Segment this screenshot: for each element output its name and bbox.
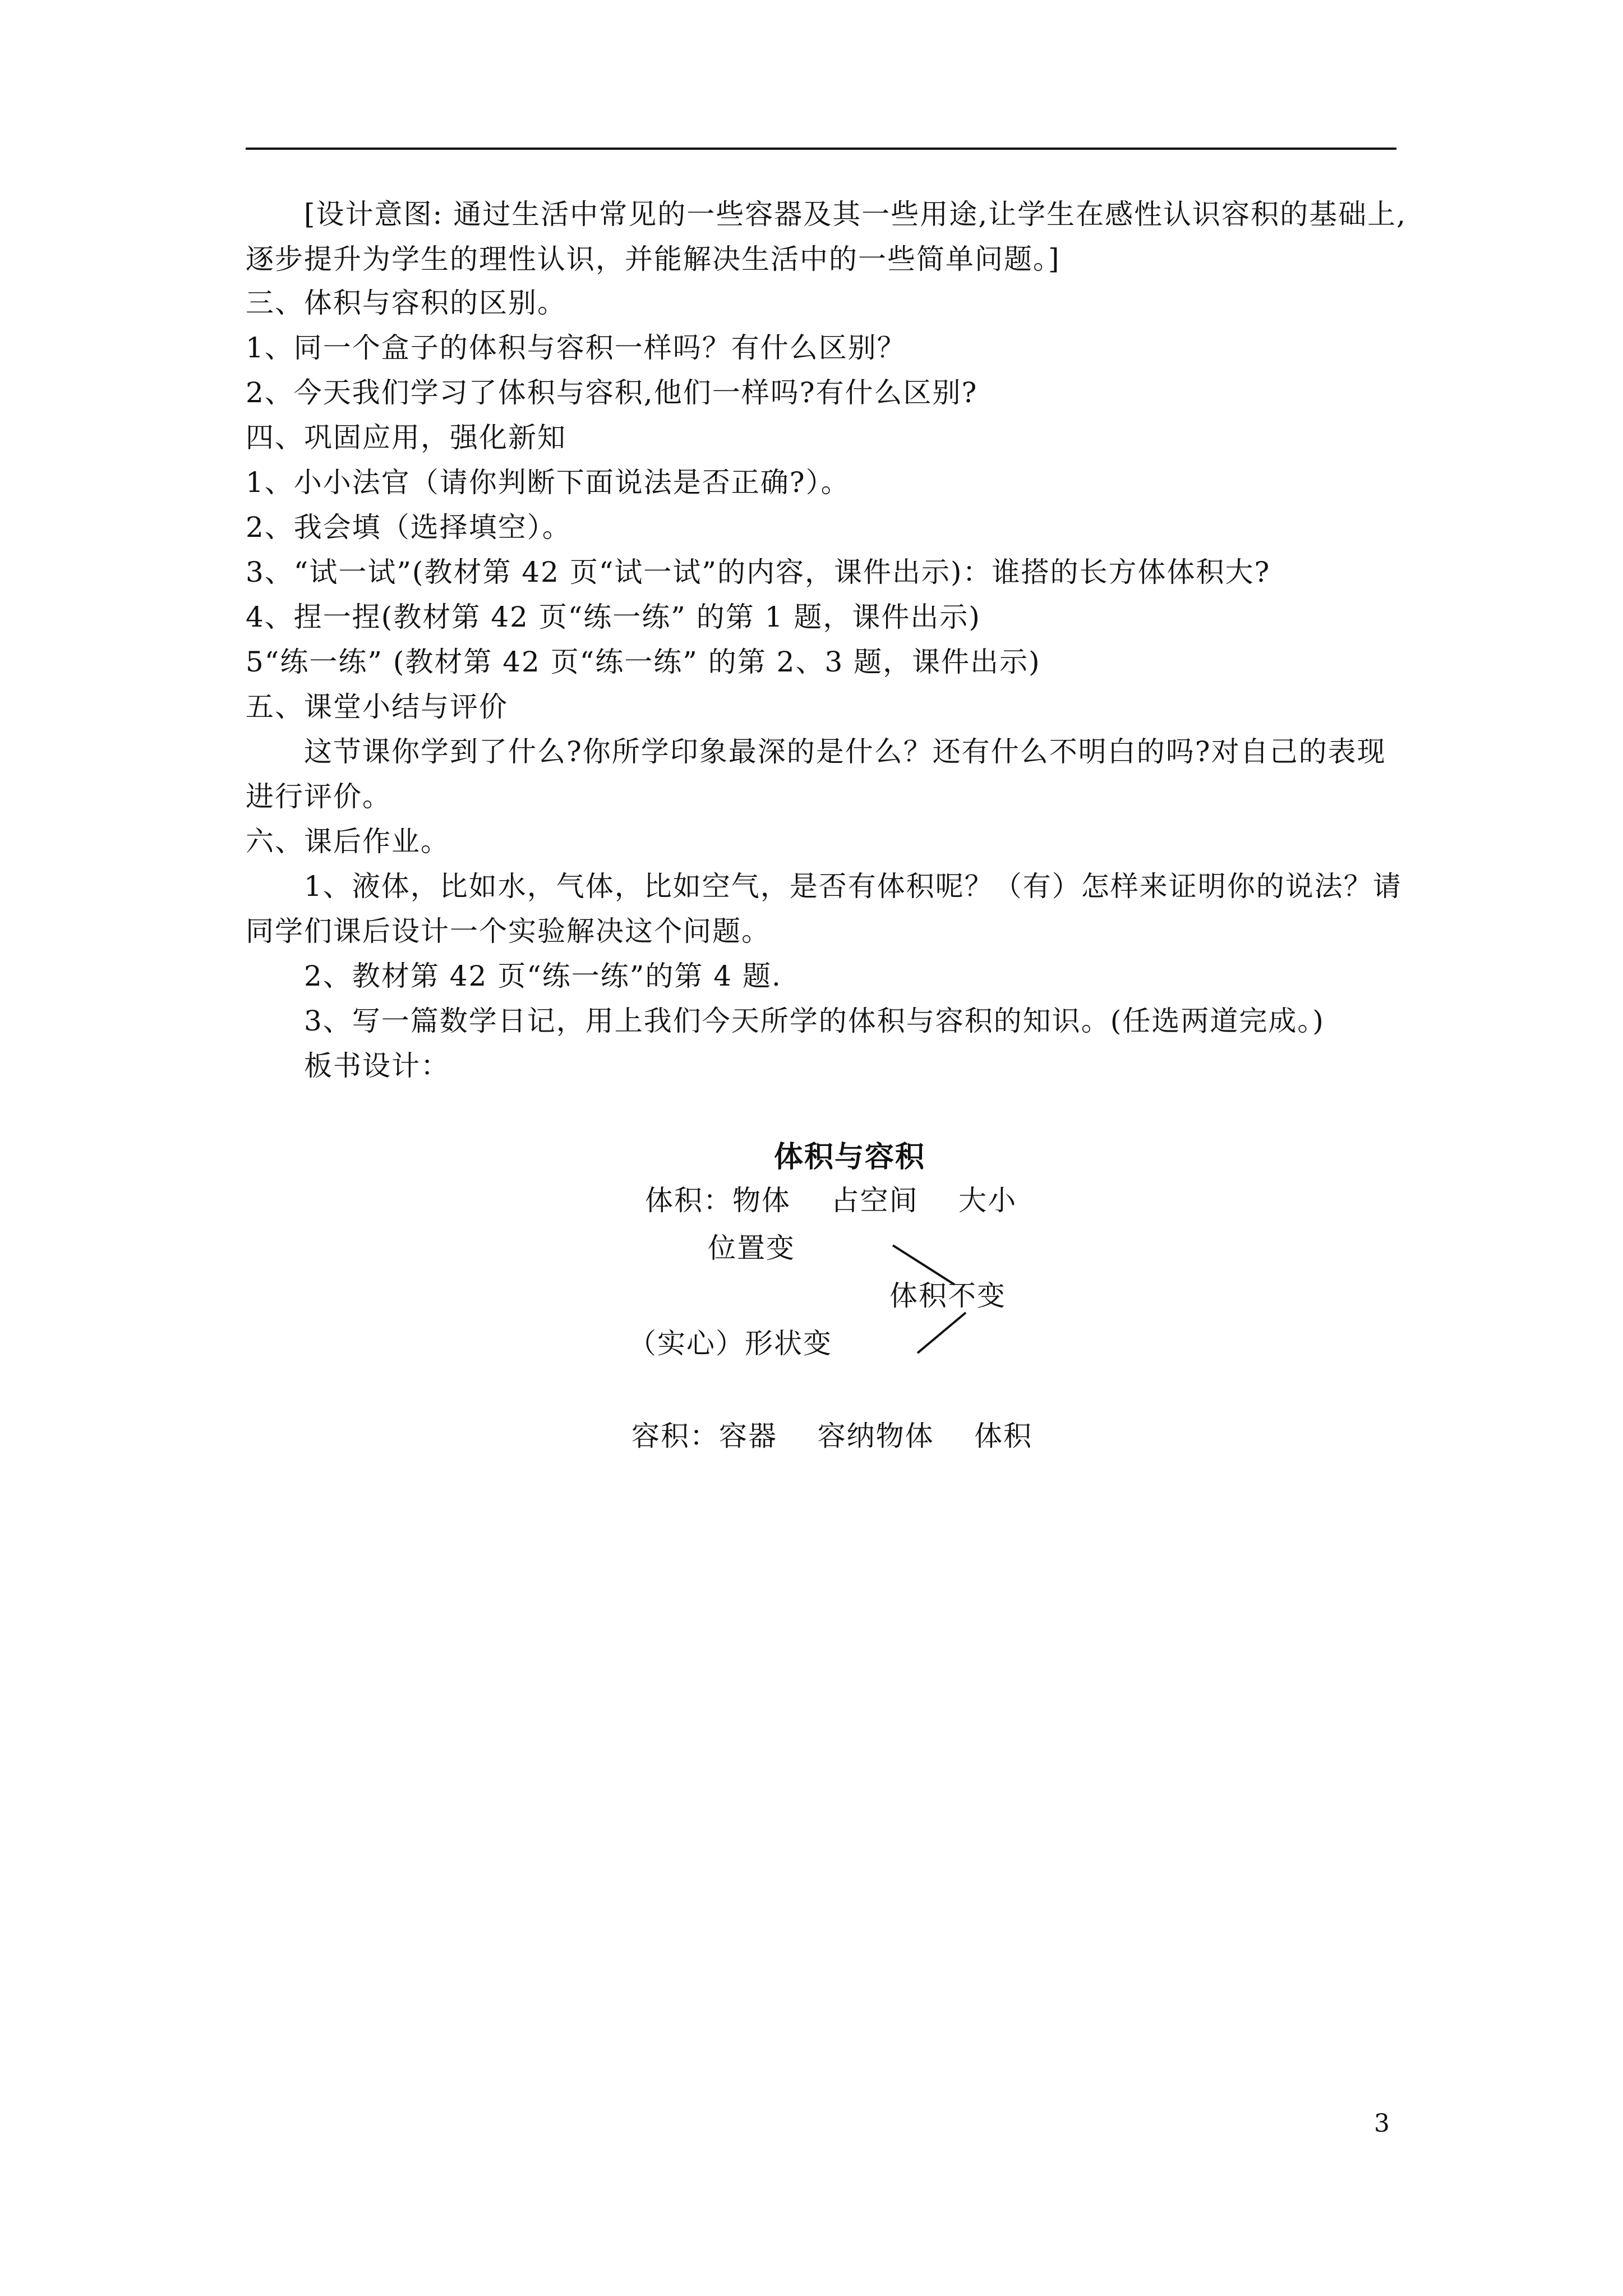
section-5-heading: 五、课堂小结与评价 (246, 691, 508, 723)
board-shape-change: （实心）形状变 (628, 1327, 832, 1360)
section-4-item-4: 4、捏一捏(教材第 42 页“练一练” 的第 1 题，课件出示) (246, 601, 981, 633)
section-4-item-1: 1、小小法官（请你判断下面说法是否正确?）。 (246, 466, 850, 499)
summary-line-1: 这节课你学到了什么?你所学印象最深的是什么？还有什么不明白的吗?对自己的表现 (304, 735, 1386, 768)
homework-item-1-line-2: 同学们课后设计一个实验解决这个问题。 (246, 915, 771, 947)
summary-line-2: 进行评价。 (246, 780, 391, 813)
section-4-item-5: 5“练一练” (教材第 42 页“练一练” 的第 2、3 题，课件出示) (246, 646, 1041, 678)
board-connector-upper (893, 1245, 955, 1285)
design-intent-line-1: [设计意图: 通过生活中常见的一些容器及其一些用途,让学生在感性认识容积的基础上, (304, 198, 1407, 231)
homework-item-1-line-1: 1、液体，比如水，气体，比如空气，是否有体积呢？（有）怎样来证明你的说法？请 (304, 870, 1402, 903)
section-4-heading: 四、巩固应用，强化新知 (246, 421, 566, 454)
section-4-item-3: 3、“试一试”(教材第 42 页“试一试”的内容，课件出示)：谁搭的长方体体积大? (246, 556, 1271, 588)
board-capacity-line: 容积：容器 容纳物体 体积 (631, 1420, 1033, 1452)
board-connector-lower (917, 1313, 966, 1353)
page-number: 3 (1374, 2109, 1390, 2138)
section-3-heading: 三、体积与容积的区别。 (246, 287, 566, 319)
board-position-change: 位置变 (708, 1232, 795, 1264)
design-intent-line-2: 逐步提升为学生的理性认识，并能解决生活中的一些简单问题。] (246, 243, 1061, 275)
board-design-label: 板书设计： (304, 1050, 450, 1082)
homework-item-2: 2、教材第 42 页“练一练”的第 4 题. (304, 960, 782, 992)
board-volume-unchanged: 体积不变 (889, 1280, 1006, 1312)
board-volume-line: 体积：物体 占空间 大小 (645, 1184, 1017, 1217)
section-3-item-2: 2、今天我们学习了体积与容积,他们一样吗?有什么区别? (246, 376, 978, 409)
section-3-item-1: 1、同一个盒子的体积与容积一样吗？有什么区别？ (246, 332, 906, 364)
homework-item-3: 3、写一篇数学日记，用上我们今天所学的体积与容积的知识。(任选两道完成。) (304, 1005, 1325, 1037)
section-6-heading: 六、课后作业。 (246, 825, 450, 858)
board-title: 体积与容积 (774, 1140, 926, 1174)
section-4-item-2: 2、我会填（选择填空）。 (246, 511, 571, 544)
